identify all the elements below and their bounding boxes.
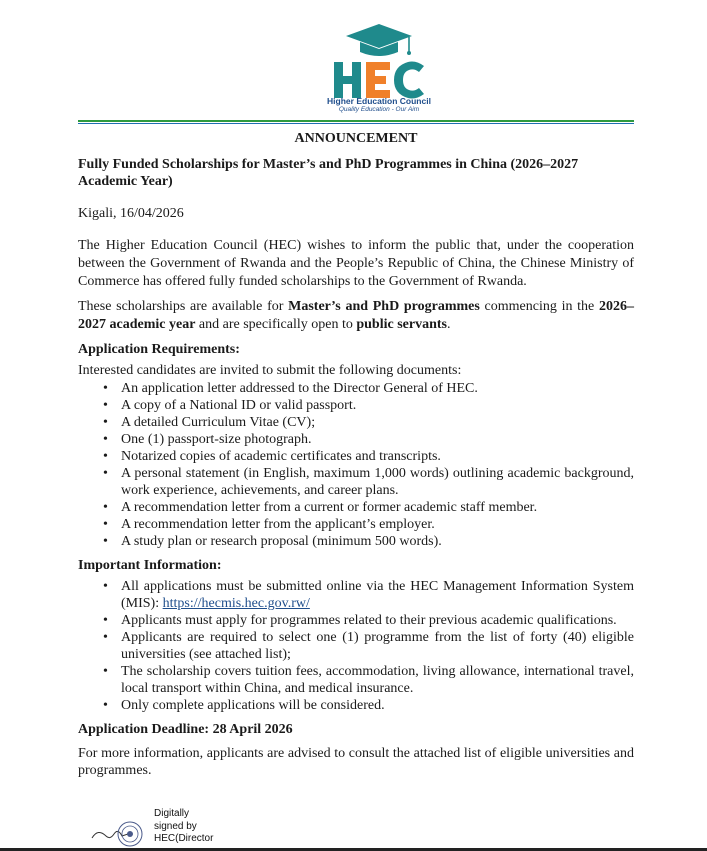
requirement-item: • A recommendation letter from the applicant’s employer. [78,516,634,533]
application-deadline: Application Deadline: 28 April 2026 [78,722,293,737]
signature-line-3: HEC(Director [154,833,214,844]
announcement-title: Fully Funded Scholarships for Master’s and PhD Programmes in China (2026–2027 Academic Year) [78,157,579,189]
logo-name: Higher Education Council [327,96,431,106]
requirement-item: • A study plan or research proposal (minimum 500 words). [78,533,634,550]
availability-text-1: These scholarships are available for [78,299,289,314]
signature-line-1: Digitally [154,808,190,819]
requirement-item: • A copy of a National ID or valid passport. [78,397,634,414]
important-item: • Only complete applications will be considered. [78,697,634,714]
availability-text-4: . [446,317,451,332]
requirement-item: • One (1) passport-size photograph. [78,431,634,448]
closing-paragraph: For more information, applicants are advised to consult the attached list of eligible universities and programmes. [78,746,634,778]
requirement-item: • A detailed Curriculum Vitae (CV); [78,414,634,431]
digital-signature-note [154,808,213,846]
important-item [78,578,634,612]
signature-line-2: signed by [154,820,197,832]
availability-paragraph [78,298,634,334]
header-rule-green [78,120,634,122]
availability-year: 2026–2027 academic year [78,299,634,332]
important-item: • Applicants are required to select one (1) programme from the list of forty (40) eligible universities (see attached list); [78,629,634,663]
mis-link[interactable]: https://hecmis.hec.gov.rw/ [162,596,310,611]
important-item: • Applicants must apply for programmes related to their previous academic qualifications. [78,612,634,629]
important-item-text: All applications must be submitted online via the HEC Management Information System (MIS): [121,579,634,611]
intro-paragraph: The Higher Education Council (HEC) wishes to inform the public that, under the cooperation between the Government of Rwanda and the People’s Republic of China, the Chinese Ministry of Commerce has offered fully funded scholarships to the Government of Rwanda. [78,238,634,289]
requirement-item: • Notarized copies of academic certificates and transcripts. [78,448,634,465]
announcement-heading: ANNOUNCEMENT [294,131,418,146]
announcement-body [78,130,634,779]
requirements-heading: Application Requirements: [78,342,240,357]
important-list [78,578,634,714]
header-rule-blue [78,123,634,124]
requirement-item: • A recommendation letter from a current or former academic staff member. [78,499,634,516]
requirement-item: • An application letter addressed to the Director General of HEC. [78,380,634,397]
important-heading: Important Information: [78,558,222,573]
availability-text-2: commencing in the [479,299,599,314]
important-item: • The scholarship covers tuition fees, accommodation, living allowance, international travel, local transport within China, and medical insurance. [78,663,634,697]
requirement-item: • A personal statement (in English, maximum 1,000 words) outlining academic background, work experience, achievements, and career plans. [78,465,634,499]
requirements-list [78,380,634,550]
place-date: Kigali, 16/04/2026 [78,206,184,221]
availability-text-3: and are specifically open to [195,317,357,332]
availability-audience: public servants [356,317,447,332]
requirements-intro: Interested candidates are invited to submit the following documents: [78,363,462,378]
availability-programmes: Master’s and PhD programmes [288,299,480,314]
logo-tagline: Quality Education - Our Aim [338,106,420,113]
